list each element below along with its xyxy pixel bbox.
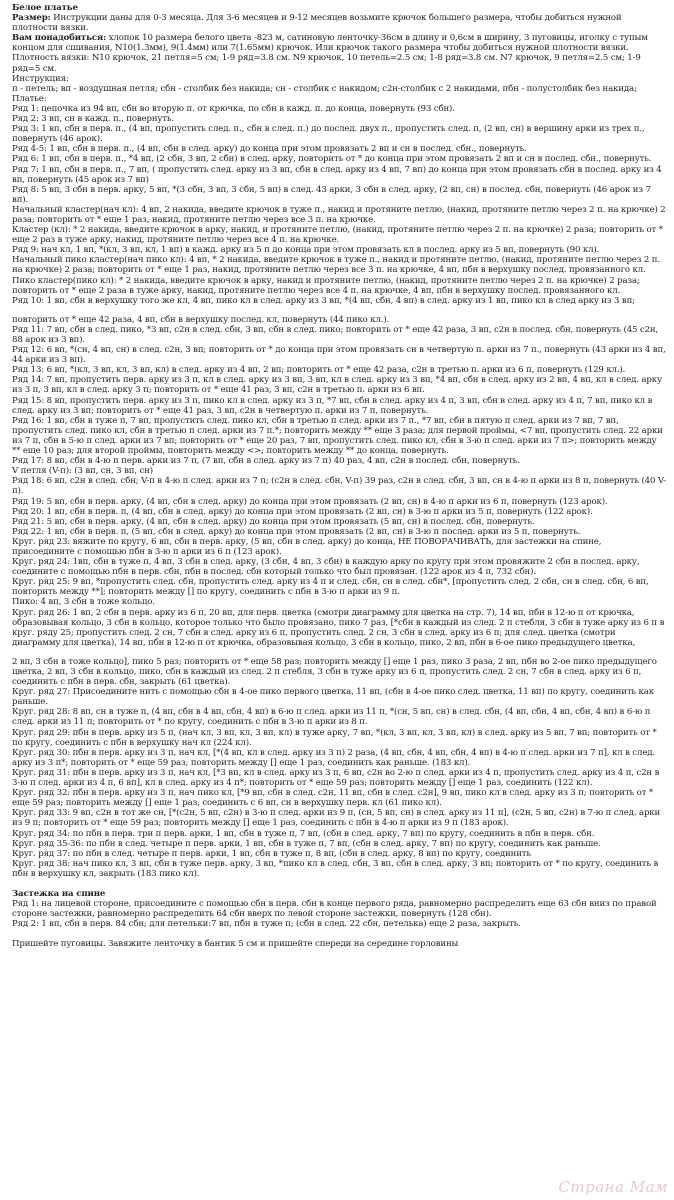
pattern-row: Круг. ряд 28: 8 вп, сн в туже п, (4 вп, сбн в 4 вп, сбн, 4 вп) в 6-ю п след. арки из 11 п, *(сн, 5 вп, сн) в след. сбн, (4 вп, сбн, 4 вп, сбн, 4 вп) в 6-ю п след. арки из 11 п; повторить от * по кругу, соединить с пбн в 3-ю п арки из 8 п. xyxy=(12,707,651,728)
pattern-row: Ряд 2: 1 вп, сбн в перв. 84 сбн; для петельки:7 вп, пбн в туже п; (сбн в след. 22 сбн, петелька) еще 2 раза, закрыть. xyxy=(12,919,521,930)
pattern-row: Ряд 1: на лицевой стороне, присоедините с помощью сбн в перв. сбн в конце первого ряда, равномерно распределить еще 63 сбн вниз по правой стороне застежки, равномерно распределить 64 сбн вверх по левой стороне застежки, повернуть (128 сбн). xyxy=(12,899,657,920)
rows-section-b xyxy=(12,315,666,648)
pattern-row: Круг. ряд 38: нач пико кл, 3 вп, сбн в туже перв. арку, 3 вп, *пико кл в след. сбн, 3 вп, сбн в след. арку, 3 вп; повторить от * по кругу, соединить в пбн в верхушку кл, закрыть (183 пико кл). xyxy=(12,858,659,879)
rows-section-c xyxy=(12,657,666,879)
document-title: Белое платье xyxy=(12,3,78,13)
pattern-row: Круг. ряд 25: 9 вп, *пропустить след. сбн, пропустить след. арку из 4 п и след. сбн, сн в след. сбн*, [пропустить след. 2 сбн, сн в след. сбн, 6 вп, повторить между **]; повторить между [] по кругу, соединить с пбн в 3-ю п арки из 9 п. xyxy=(12,577,649,598)
pattern-row: Ряд 2: 3 вп, сн в кажд. п., повернуть. xyxy=(12,114,175,125)
pattern-row: Ряд 21: 5 вп, сбн в перв. арку, (4 вп, сбн в след. арку) до конца при этом провязать (5 вп, сн) в послед. сбн, повернуть. xyxy=(12,516,535,527)
pattern-row: Круг. ряд 30: пбн в перв. арку из 3 п, нач кл, [*(4 вп, кл в след. арку из 3 п) 2 раза, (4 вп, сбн, 4 вп, сбн, 4 вп) в 4-ю п след. арки из 7 п], кл в след. арку из 3 п*; повторить от * еще 59 раз; повторить между [] еще 1 раз, соединить как раньше. (183 кл). xyxy=(12,747,655,768)
size-paragraph xyxy=(12,13,666,33)
size-label: Размер: xyxy=(12,13,51,24)
pattern-row: Ряд 10: 1 вп, сбн в верхушку того же кл, 4 вп, пико кл в след. арку из 3 вп, *(4 вп, сбн, 4 вп) в след. арку из 1 вп, пико кл в след арку из 3 вп; xyxy=(12,295,635,306)
pattern-row: Ряд 19: 5 вп, сбн в перв. арку, (4 вп, сбн в след. арку) до конца при этом провязать (2 вп, сн) в 4-ю п арки из 6 п, повернуть (123 арок). xyxy=(12,496,608,507)
pattern-row: Круг. ряд 24: 1вп, сбн в туже п, 4 вп, 3 сбн в след. арку, (3 сбн, 4 вп, 3 сбн) в каждую арку по кругу при этом провяжите 2 сбн в послед. арку, соедините с помощью пбн в перв. сбн, пбн в послед. сбн который только что был провязан. (122 арок из 4 п, 732 сбн). xyxy=(12,557,640,578)
pattern-row: Ряд 16: 1 вп, сбн в туже п, 7 вп, пропустить след. пико кл, сбн в третью п след. арки из 7 п., *7 вп, сбн в пятую п след. арки из 7 вп, 7 вп, пропустить след. пико кл, сбн в третью п след. арки из 7 п.*; повторить между ** еще 3 раза; для первой проймы, <7 вп, пропустить след. 22 арки из 7 п, сбн в 5-ю п след. арки из 7 вп; повторить от * еще 20 раз, 7 вп, пропустить след. пико кл, сбн в 3-ю п след. арки из 7 п>; повторить между ** еще 10 раз; для второй проймы, повторить между <>; повторить между ** до конца, повернуть. xyxy=(12,415,663,457)
pattern-row: Ряд 14: 7 вп, пропустить перв. арку из 3 п, кл в след. арку из 3 вп, 3 вп, кл в след. арку из 3 вп, *4 вп, сбн в след. арку из 2 вп, 4 вп, кл в след. арку из 3 п, 3 вп, кл в след. арку 3 п; повторить от * еще 41 раз, 3 вп, с2н в третью п. арки из 6 вп. xyxy=(12,375,662,396)
pattern-row: Круг. ряд 34: по пбн в перв. три п перв. арки, 1 вп, сбн в туже п, 7 вп, (сбн в след. арку, 7 вп) по кругу, соединить в пбн в перв. сбн. xyxy=(12,828,595,839)
rows-section-a xyxy=(12,104,666,306)
pattern-row: Начальный кластер(нач кл): 4 вп, 2 накида, введите крючок в туже п., накид и протяните петлю, (накид, протяните петлю через 2 п. на крючке) 2 раза; повторить от * еще 1 раз, накид, протяните петлю через все 3 п. на крючке. xyxy=(12,204,666,225)
pattern-row: повторить от * еще 42 раза, 4 вп, сбн в верхушку послед. кл, повернуть (44 пико кл.). xyxy=(12,314,390,325)
pattern-row: Ряд 3: 1 вп, сбн в перв. п., (4 вп, пропустить след. п., сбн в след. п.) до послед. двух п., пропустить след. п, (2 вп, сн) в вершину арки из трех п., повернуть (46 арок). xyxy=(12,124,645,145)
pattern-row: Ряд 15: 8 вп, пропустить перв. арку из 3 п, пико кл в след. арку из 3 п, *7 вп, сбн в след. арку из 4 п, 3 вп, сбн в след. арку из 4 п, 7 вп, пико кл в след. арку из 3 вп; повторить от * еще 41 раз, 3 вп, с2н в четвертую п. арки из 7 п, повернуть. xyxy=(12,395,653,416)
pattern-row: V петля (V-п): (3 вп, сн, 3 вп, сн) xyxy=(12,466,153,477)
spacer xyxy=(12,648,666,657)
pattern-row: Круг. ряд 27: Присоедините нить с помощью сбн в 4-ое пико первого цветка, 11 вп, (сбн в 4-ое пико след. цветка, 11 вп) по кругу, соединить как раньше. xyxy=(12,687,654,708)
pattern-row: Начальный пико кластер(нач пико кл): 4 вп, * 2 накида, введите крючок в туже п., накид и протяните петлю, (накид, протяните петлю через 2 п. на крючке) 2 раза; повторить от * еще 1 раз, накид, протяните петлю через все 3 п. на крючке, 4 вп, пбн в верхушку послед. провязанного кл. xyxy=(12,255,660,276)
clasp-heading: Застежка на спине xyxy=(12,888,106,899)
dress-heading: Платье: xyxy=(12,93,47,104)
materials-label: Вам понадобиться: xyxy=(12,33,107,44)
instructions-heading: Инструкция: xyxy=(12,73,69,84)
pattern-row: Круг. ряд 37: по пбн в след. четыре п перв. арки, 1 вп, сбн в туже п, 8 вп, (сбн в след. арку, 8 вп) по кругу, соединить xyxy=(12,848,531,859)
pattern-row: Ряд 1: цепочка из 94 вп, сбн во вторую п. от крючка, по сбн в кажд. п. до конца, повернуть (93 сбн). xyxy=(12,103,455,114)
pattern-row: Круг. ряд 29: пбн в перв. арку из 5 п, (нач кл, 3 вп, кл, 3 вп, кл) в туже арку, 7 вп, *(кл, 3 вп, кл, 3 вп, кл) в след. арку из 5 вп, 7 вп; повторить от * по кругу, соединить с пбн в верхушку нач кл (224 кл). xyxy=(12,727,657,748)
pattern-row: Ряд 8: 5 вп, 3 сбн в перв. арку, 5 вп, *(3 сбн, 3 вп, 3 сбн, 5 вп) в след. 43 арки, 3 сбн в след. арку, (2 вп, сн) в послед. сбн, повернуть (46 арок из 7 вп). xyxy=(12,184,651,205)
pattern-row: Ряд 6: 1 вп, сбн в перв. п., *4 вп, (2 сбн, 3 вп, 2 сбн) в след. арку, повторить от * до конца при этом провязать 2 вп и сн в послед. сбн., повернуть. xyxy=(12,154,652,165)
pattern-row: Круг. ряд 32: пбн в перв. арку из 3 п, нач пико кл, [*9 вп, сбн в след. с2н, 11 вп, сбн в след. с2н], 9 вп, пико кл в след. арку из 3 п; повторить от * еще 59 раз; повторить между [] еще 1 раз, соединить с 6 вп, сн в верхушку перв. кл (61 пико кл). xyxy=(12,788,654,809)
pattern-row: Ряд 17: 8 вп, сбн в 4-ю п перв. арки из 7 п, (7 вп, сбн в след. арку из 7 п) 40 раз, 4 вп, с2н в послед. сбн, повернуть. xyxy=(12,456,520,467)
pattern-row: Круг. ряд 23: вяжите по кругу, 6 вп, сбн в перв. арку, (5 вп, сбн в след. арку) до конца, НЕ ПОВОРАЧИВАТЬ, для застежки на спине, присоедините с помощью пбн в 3-ю п арки из 6 п (123 арок). xyxy=(12,536,602,557)
pattern-row: Пико кластер(пико кл): * 2 накида, введите крючок в арку, накид и протяните петлю, (накид, протяните петлю через 2 п. на крючке) 2 раза; повторить от * еще 2 раза в туже арку, накид, протяните петлю через все 4 п. на крючке, 4 вп, пбн в верхушку послед. провязанного кл. xyxy=(12,275,640,296)
pattern-row: Пико: 4 вп, 3 сбн в тоже кольцо. xyxy=(12,597,155,608)
spacer xyxy=(12,306,666,315)
materials-paragraph xyxy=(12,33,666,53)
pattern-row: Круг. ряд 26: 1 вп, 2 сбн в перв. арку из 6 п, 20 вп, для перв. цветка (смотри диаграмму для цветка на стр. 7), 14 вп, пбн в 12-ю п от крючка, образовывая кольцо, 3 сбн в кольцо, которое только что было провязано, пико 7 раз, [*сбн в каждый из след. 2 п стебля, 3 сбн в туже арку из 6 п в круг. ряду 25; пропустить след. 2 сн, 7 сбн в след. арку из 6 п, пропустить след. 2 сн, 3 сбн в след. арку из 6 п; для след. цветка (смотри диаграмму для цветка), 14 вп, пбн в 12-ю п от крючка, образовывая кольцо, 3 сбн в кольцо, пико, 2 вп, пбн в 6-ое пико предыдущего цветка, xyxy=(12,607,665,648)
site-watermark: Страна Мам xyxy=(558,1178,668,1196)
pattern-row: 2 вп, 3 сбн в тоже кольцо], пико 5 раз; повторить от * еще 58 раз; повторить между [] еще 1 раз, пико 3 раза, 2 вп, пбн во 2-ое пико предыдущего цветка, 2 вп, 3 сбн в кольцо, пико, сбн в каждый из след. 2 п стебля, 3 сбн в туже арку из 6 п, пропустить след. 2 сн, 7 сбн в след. арку из 6 п, соединить с пбн в перв. сбн, закрыть (61 цветка). xyxy=(12,656,657,688)
pattern-row: Ряд 9: нач кл, 1 вп, *(кл, 3 вп, кл, 1 вп) в кажд. арку из 5 п до конца при этом провязать кл в послед. арку из 5 вп, повернуть (90 кл). xyxy=(12,245,600,256)
pattern-row: Круг. ряд 31: пбн в перв. арку из 3 п, нач кл, [*3 вп, кл в след. арку из 3 п, 6 вп, с2н во 2-ю п след. арки из 4 п, пропустить след. арку из 4 п, с2н в 3-ю п след. арки из 4 п, 6 вп], кл в след. арку из 4 п*; повторить от * еще 59 раз; повторить между [] еще 1 раз, соединить (122 кл). xyxy=(12,767,660,789)
pattern-row: Ряд 7: 1 вп, сбн в перв. п., 7 вп, ( пропустить след. арку из 3 вп, сбн в след. арку из 4 вп, 7 вп) до конца при этом провязать сбн в послед. арку из 4 вп, повернуть (45 арок из 7 вп) xyxy=(12,164,662,185)
pattern-row: Круг. ряд 33: 9 вп, с2н в тот же сн, [*(с2н, 5 вп, с2н) в 3-ю п след. арки из 9 п, (сн, 5 вп, сн) в след. арку из 11 п], (с2н, 5 вп, с2н) в 7-ю п след. арки из 9 п; повторить от * еще 59 раз; повторить между [] еще 1 раз, соединить с пбн в 4-ю п арки из 9 п (183 арок). xyxy=(12,808,661,829)
pattern-row: Ряд 20: 1 вп, сбн в перв. п, (4 вп, сбн в след. арку) до конца при этом провязать (2 вп, сн) в 3-ю п арки из 5 п, повернуть (122 арок). xyxy=(12,506,593,517)
pattern-row: Круг. ряд 35-36: по пбн в след. четыре п перв. арки, 1 вп, сбн в туже п, 7 вп, (сбн в след. арку, 7 вп) по кругу, соединить как раньше. xyxy=(12,838,601,849)
size-text: Инструкции даны для 0-3 месяца. Для 3-6 месяцев и 9-12 месяцев возьмите крючок большего размера, чтобы добиться нужной плотности вязки. xyxy=(12,13,622,34)
pattern-document xyxy=(12,3,666,949)
pattern-row: Ряд 11: 7 вп, сбн в след. пико, *3 вп, с2н в след. сбн, 3 вп, сбн в след. пико; повторить от * еще 42 раза, 3 вп, с2н в послед. сбн, повернуть (45 с2н, 88 арок из 3 вп). xyxy=(12,324,659,345)
pattern-row: Ряд 12: 6 вп, *(сн, 4 вп, сн) в след. с2н, 3 вп; повторить от * до конца при этом провязать сн в четвертую п. арки из 7 п., повернуть (43 арки из 4 вп, 44 арки из 3 вп). xyxy=(12,345,666,366)
final-note: Пришейте пуговицы. Завяжите ленточку в бантик 5 см и пришейте спереди на середине горловины xyxy=(12,939,459,950)
spacer xyxy=(12,879,666,889)
pattern-row: Ряд 22: 1 вп, сбн в перв. п, (5 вп, сбн в след. арку) до конца при этом провязать (2 вп, сн) в 3-ю п послед. арки из 5 п, повернуть. xyxy=(12,526,581,537)
pattern-row: Ряд 18: 6 вп, с2н в след. сбн; V-п в 4-ю п след. арки из 7 п; (с2н в след. сбн, V-п) 39 раз, с2н в след. сбн, 3 вп, сн в 4-ю п арки из 8 п, повернуть (40 V-п). xyxy=(12,476,666,497)
pattern-row: Ряд 13: 6 вп, *(кл, 3 вп, кл, 3 вп, кл) в след. арку из 4 вп, 2 вп; повторить от * еще 42 раза, с2н в третью п. арки из 6 п, повернуть (129 кл.). xyxy=(12,365,626,376)
spacer xyxy=(12,929,666,939)
pattern-row: Кластер (кл): * 2 накида, введите крючок в арку, накид, и протяните петлю, (накид, протяните петлю через 2 п. на крючке) 2 раза; повторить от * еще 2 раз в туже арку, накид, протяните петлю через все 4 п. на крючке. xyxy=(12,225,663,246)
materials-text: хлопок 10 размера белого цвета -823 м, сатиновую ленточку-36см в длину и 0,6см в ширину, 3 пуговицы, иголку с тупым концом для сшивания, N10(1.3мм), 9(1.4мм) или 7(1.65мм) крючок. Или крючок такого размера чтобы добиться нужной плотности вязки. xyxy=(12,33,648,54)
pattern-row: Ряд 4-5: 1 вп, сбн в перв. п., (4 вп, сбн в след. арку) до конца при этом провязать 2 вп и сн в послед. сбн., повернуть. xyxy=(12,144,527,155)
gauge-paragraph: Плотность вязки: N10 крючок, 21 петля=5 см; 1-9 ряд=3.8 см. N9 крючок, 10 петель=2.5 см; 1-8 ряд=3.8 см. N7 крючок, 9 петля=2.5 см; 1-9 ряд=5 см. xyxy=(12,53,641,74)
abbreviations-paragraph: п - петель; вп - воздушная петля; сбн - столбик без накида; сн - столбик с накидом; с2н-столбик с 2 накидами, пбн - полустолбик без накида; xyxy=(12,83,637,94)
clasp-rows xyxy=(12,899,666,929)
